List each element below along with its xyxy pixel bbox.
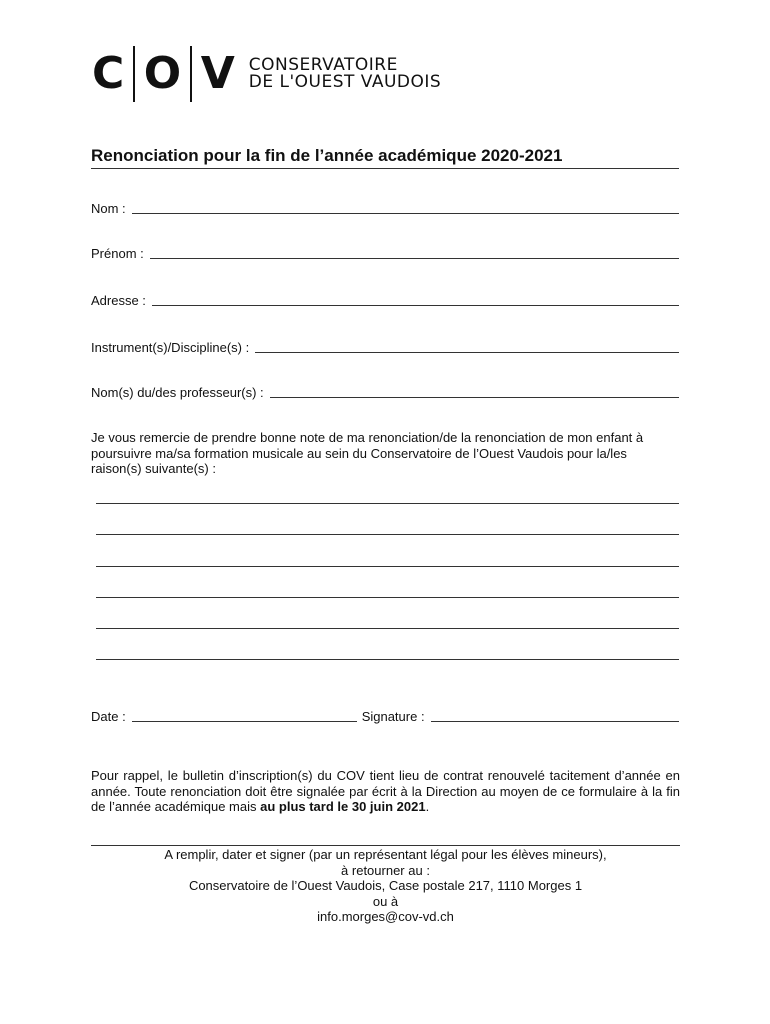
signature-label: Signature : [361, 709, 425, 724]
prenom-label: Prénom : [91, 246, 144, 261]
reason-line[interactable] [96, 566, 679, 567]
nom-blank-line[interactable] [132, 213, 679, 214]
reminder-deadline: au plus tard le 30 juin 2021 [260, 799, 426, 814]
prenom-blank-line[interactable] [150, 258, 679, 259]
reminder-end: . [425, 799, 430, 814]
logo-name-line2: DE L'OUEST VAUDOIS [248, 72, 442, 92]
reminder-text: Pour rappel, le bulletin d’inscription(s) du COV tient lieu de contrat renouvelé tacitement d’année en année. Toute renonciation doit être signalée par écrit à la Direction au moyen de ce formulaire à la fin de l’année académique mais [91, 768, 680, 814]
reason-line[interactable] [96, 628, 679, 629]
professeur-blank-line[interactable] [270, 397, 679, 398]
footer-address: Conservatoire de l’Ouest Vaudois, Case postale 217, 1110 Morges 1 [188, 878, 583, 893]
document-title: Renonciation pour la fin de l’année académique 2020-2021 [91, 146, 563, 165]
instrument-label: Instrument(s)/Discipline(s) : [91, 340, 250, 355]
footer-divider [91, 845, 680, 846]
logo-name-line1: CONSERVATOIRE [248, 55, 398, 75]
reason-line[interactable] [96, 503, 679, 504]
adresse-field[interactable] [91, 292, 679, 308]
logo-wordmark [249, 57, 441, 91]
date-blank-line[interactable] [132, 721, 357, 722]
reason-line[interactable] [96, 534, 679, 535]
title-underline [91, 168, 679, 169]
footer-email[interactable]: info.morges@cov-vd.ch [317, 909, 454, 924]
signature-blank-line[interactable] [431, 721, 679, 722]
logo-divider [133, 46, 135, 102]
instrument-blank-line[interactable] [255, 352, 679, 353]
nom-field[interactable] [91, 200, 679, 216]
logo-letter-v: V [200, 48, 235, 99]
logo-letters [92, 46, 235, 102]
adresse-blank-line[interactable] [152, 305, 679, 306]
reason-line[interactable] [96, 597, 679, 598]
logo-divider [190, 46, 192, 102]
cov-logo [92, 46, 441, 102]
footer-instructions [91, 847, 680, 925]
date-signature-row [91, 708, 679, 724]
logo-letter-o: O [143, 48, 182, 99]
footer-line: à retourner au : [341, 862, 430, 878]
footer-line: A remplir, dater et signer (par un représentant légal pour les élèves mineurs), [164, 847, 607, 862]
intro-paragraph: Je vous remercie de prendre bonne note de ma renonciation/de la renonciation de mon enfant à poursuivre ma/sa formation musicale au sein du Conservatoire de l’Ouest Vaudois pour la/les raison(s) suivante(s) : [91, 430, 644, 476]
footer-line: ou à [372, 893, 399, 909]
professeur-label: Nom(s) du/des professeur(s) : [91, 385, 264, 400]
professeur-field[interactable] [91, 384, 679, 400]
logo-letter-c: C [92, 48, 125, 99]
reason-line[interactable] [96, 659, 679, 660]
reminder-paragraph [91, 768, 680, 815]
nom-label: Nom : [91, 201, 126, 216]
adresse-label: Adresse : [91, 293, 146, 308]
date-label: Date : [91, 709, 126, 724]
instrument-field[interactable] [91, 339, 679, 355]
prenom-field[interactable] [91, 245, 679, 261]
